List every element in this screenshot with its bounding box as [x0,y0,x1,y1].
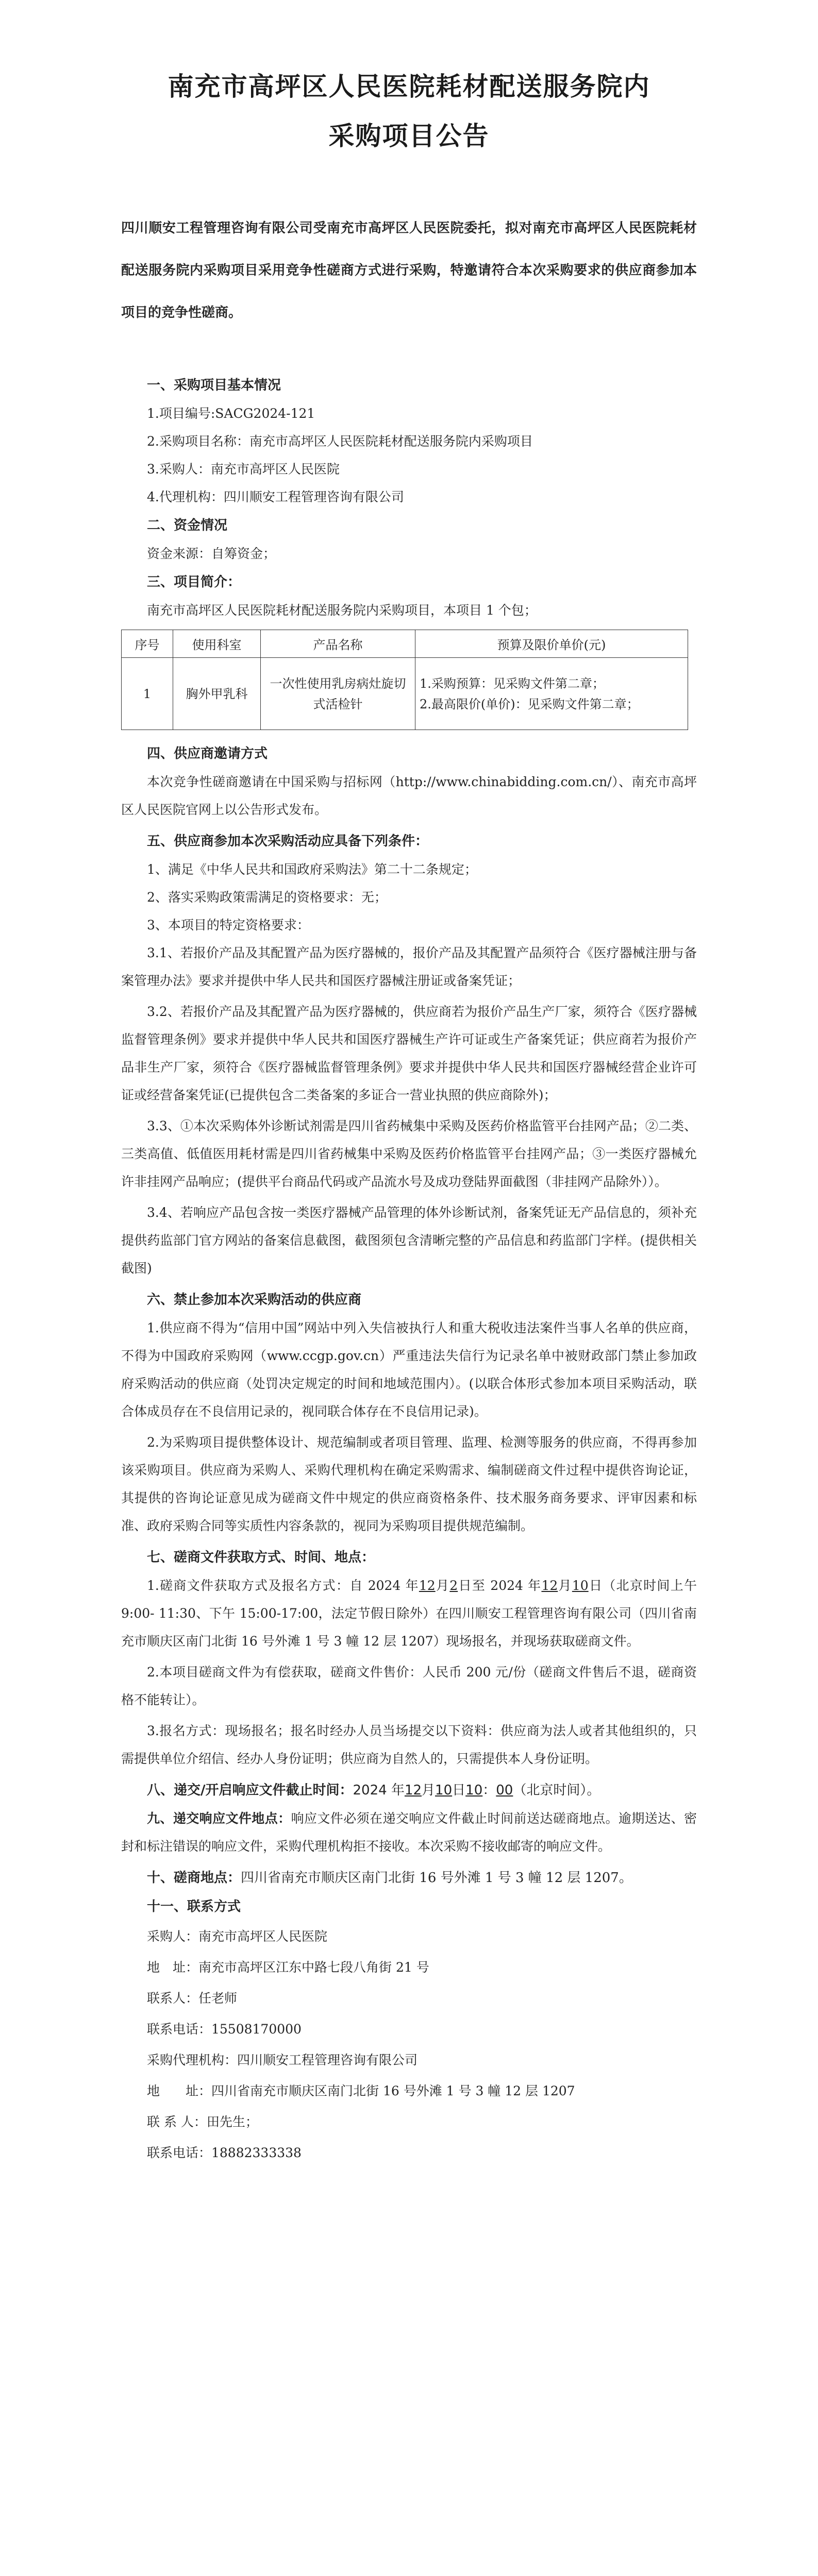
cell-budget [415,658,688,730]
condition-3-2: 3.2、若报价产品及其配置产品为医疗器械的，供应商若为报价产品生产厂家，须符合《医疗器械监督管理条例》要求并提供中华人民共和国医疗器械生产许可证或生产备案凭证；供应商若为报价产品非生产厂家，须符合《医疗器械监督管理条例》要求并提供中华人民共和国医疗器械经营企业许可证或经营备案凭证(已提供包含二类备案的多证合一营业执照的供应商除外)； [121,1004,697,1103]
cell-no: 1 [122,658,173,730]
deadline-month: 12 [404,1783,422,1798]
cell-dept: 胸外甲乳科 [173,658,261,730]
col-header-dept: 使用科室 [173,630,261,658]
condition-3-3: 3.3、①本次采购体外诊断试剂需是四川省药械集中采购及医药价格监管平台挂网产品；②二类、三类高值、低值医用耗材需是四川省药械集中采购及医药价格监管平台挂网产品；③一类医疗器械允许非挂网产品响应；(提供平台商品代码或产品流水号及成功登陆界面截图（非挂网产品除外））。 [121,1118,697,1189]
deadline-hour: 10 [465,1783,483,1798]
product-table [121,630,688,730]
budget-line-1: 1.采购预算：见采购文件第二章； [420,676,605,691]
deadline-year: 2024 年 [353,1783,405,1798]
deadline-colon: ： [482,1783,496,1798]
condition-2: 2、落实采购政策需满足的资格要求：无； [147,890,387,905]
deadline-minute: 00 [496,1783,513,1798]
contact-agency-person: 联 系 人：田先生； [147,2114,258,2129]
acq-text-d: 月 [558,1578,572,1593]
col-header-budget: 预算及限价单价(元) [415,630,688,658]
intro-paragraph: 四川顺安工程管理咨询有限公司受南充市高坪区人民医院委托，拟对南充市高坪区人民医院耗材配送服务院内采购项目采用竞争性磋商方式进行采购，特邀请符合本次采购要求的供应商参加本项目的竞争性磋商。 [121,221,697,320]
deadline-month-unit: 月 [422,1783,436,1798]
acq-end-day: 10 [572,1578,589,1593]
deadline-day-unit: 日 [452,1783,466,1798]
contact-agency: 采购代理机构：四川顺安工程管理咨询有限公司 [147,2053,418,2067]
col-header-product: 产品名称 [261,630,415,658]
contact-agency-address: 地 址：四川省南充市顺庆区南门北街 16 号外滩 1 号 3 幢 12 层 1207 [147,2083,575,2098]
section-6-heading: 六、禁止参加本次采购活动的供应商 [147,1292,362,1308]
fund-source: 资金来源：自筹资金； [147,546,276,561]
acq-text-a: 1.磋商文件获取方式及报名方式：自 2024 年 [147,1578,419,1593]
deadline-suffix: （北京时间）。 [513,1783,600,1798]
deadline-day: 10 [435,1783,453,1798]
section-9-text: 响应文件必须在递交响应文件截止时间前送达磋商地点。逾期送达、密封和标注错误的响应文件，采购代理机构拒不接收。本次采购不接收邮寄的响应文件。 [121,1811,697,1854]
project-name: 2.采购项目名称：南充市高坪区人民医院耗材配送服务院内采购项目 [147,434,533,449]
section-10-line [121,1863,697,1892]
acq-end-month: 12 [541,1578,558,1593]
registration-method: 3.报名方式：现场报名；报名时经办人员当场提交以下资料：供应商为法人或者其他组织的，只需提供单位介绍信、经办人身份证明；供应商为自然人的，只需提供本人身份证明。 [121,1723,697,1766]
section-10-text: 四川省南充市顺庆区南门北街 16 号外滩 1 号 3 幢 12 层 1207。 [241,1870,632,1886]
section-8-line [121,1776,697,1805]
section-4-heading: 四、供应商邀请方式 [147,746,268,761]
acq-text-c: 日至 2024 年 [458,1578,542,1593]
col-header-no: 序号 [122,630,173,658]
budget-line-2: 2.最高限价(单价)：见采购文件第二章； [420,697,639,711]
acq-start-month: 12 [419,1578,436,1593]
contact-agency-phone: 联系电话：18882333338 [147,2145,302,2160]
condition-1: 1、满足《中华人民共和国政府采购法》第二十二条规定； [147,862,477,877]
announcement-title [121,62,697,161]
prohibition-2: 2.为采购项目提供整体设计、规范编制或者项目管理、监理、检测等服务的供应商，不得再参加该采购项目。供应商为采购人、采购代理机构在确定采购需求、编制磋商文件过程中提供咨询论证，其提供的咨询论证意见成为磋商文件中规定的供应商资格条件、技术服务商务要求、评审因素和标准、政府采购合同等实质性内容条款的，视同为采购项目提供规范编制。 [121,1435,697,1533]
section-7-heading: 七、磋商文件获取方式、时间、地点： [147,1550,375,1565]
table-row [122,658,688,730]
cell-product: 一次性使用乳房病灶旋切式活检针 [261,658,415,730]
agency: 4.代理机构：四川顺安工程管理咨询有限公司 [147,489,404,504]
project-brief: 南充市高坪区人民医院耗材配送服务院内采购项目，本项目 1 个包； [147,603,537,618]
acq-text-b: 月 [435,1578,450,1593]
section-8-heading: 八、递交/开启响应文件截止时间： [147,1783,353,1798]
deadline-text [353,1783,600,1798]
title-line-2: 采购项目公告 [328,121,490,151]
section-11-heading: 十一、联系方式 [147,1899,241,1914]
acquisition-method [121,1572,697,1655]
prohibition-1: 1.供应商不得为“信用中国”网站中列入失信被执行人和重大税收违法案件当事人名单的供应商，不得为中国政府采购网（www.ccgp.gov.cn）严重违法失信行为记录名单中被财政部门禁止参加政府采购活动的供应商（处罚决定规定的时间和地域范围内）。(以联合体形式参加本项目采购活动，联合体成员存在不良信用记录的，视同联合体存在不良信用记录)。 [121,1320,697,1419]
section-5-heading: 五、供应商参加本次采购活动应具备下列条件： [147,834,429,849]
acq-start-day: 2 [449,1578,458,1593]
contact-purchaser-address: 地 址：南充市高坪区江东中路七段八角街 21 号 [147,1960,429,1975]
contact-purchaser: 采购人：南充市高坪区人民医院 [147,1929,328,1944]
contact-purchaser-phone: 联系电话：15508170000 [147,2022,302,2037]
condition-3-4: 3.4、若响应产品包含按一类医疗器械产品管理的体外诊断试剂，备案凭证无产品信息的，须补充提供药监部门官方网站的备案信息截图，截图须包含清晰完整的产品信息和药监部门字样。(提供相关截图) [121,1205,697,1276]
section-9-heading: 九、递交响应文件地点： [147,1811,291,1826]
section-3-heading: 三、项目简介： [147,574,241,590]
section-2-heading: 二、资金情况 [147,518,228,533]
invitation-text: 本次竞争性磋商邀请在中国采购与招标网（http://www.chinabidding.com.cn/）、南充市高坪区人民医院官网上以公告形式发布。 [121,774,697,817]
condition-3: 3、本项目的特定资格要求： [147,918,310,933]
purchaser: 3.采购人：南充市高坪区人民医院 [147,462,340,477]
section-9-paragraph [121,1805,697,1860]
table-header-row [122,630,688,658]
document-price: 2.本项目磋商文件为有偿获取，磋商文件售价：人民币 200 元/份（磋商文件售后不退，磋商资格不能转让）。 [121,1665,697,1707]
title-line-1: 南充市高坪区人民医院耗材配送服务院内 [168,72,650,101]
condition-3-1: 3.1、若报价产品及其配置产品为医疗器械的，报价产品及其配置产品须符合《医疗器械注册与备案管理办法》要求并提供中华人民共和国医疗器械注册证或备案凭证； [121,945,697,988]
section-1-heading: 一、采购项目基本情况 [147,378,281,393]
section-10-heading: 十、磋商地点： [147,1870,241,1886]
contact-purchaser-person: 联系人：任老师 [147,1991,238,2006]
project-number: 1.项目编号:SACG2024-121 [147,406,315,421]
acq-text-e: 日（北京时间上午 9:00- 11:30、下午 15:00-17:00，法定节假日除外）在四川顺安工程管理咨询有限公司（四川省南充市顺庆区南门北街 16 号外滩 1 号 3 幢 12 层 1207）现场报名，并现场获取磋商文件。 [121,1578,697,1649]
